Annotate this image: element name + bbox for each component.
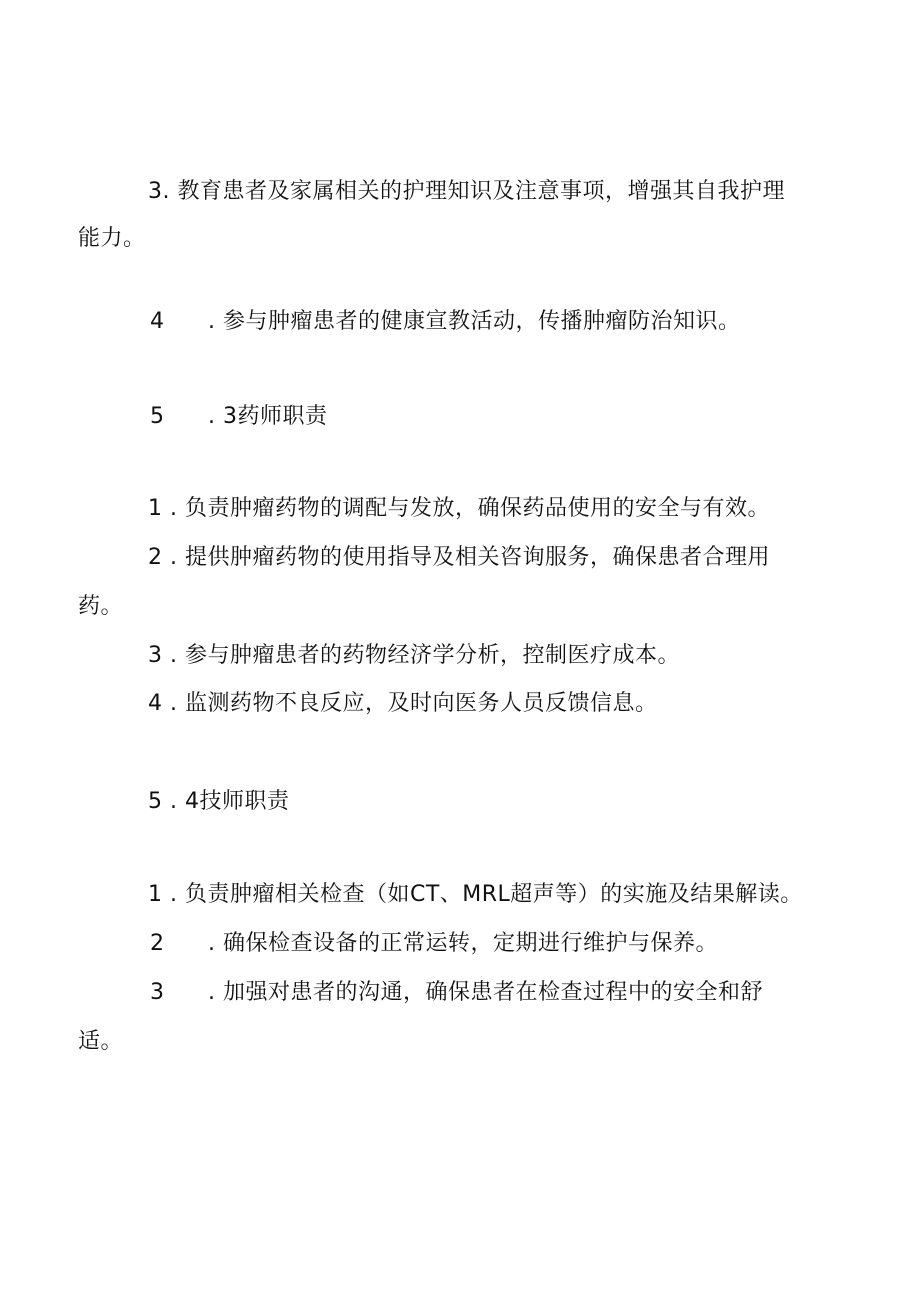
- pharmacist-item-4: 4 . 监测药物不良反应，及时向医务人员反馈信息。: [148, 691, 658, 716]
- pharmacist-item-3: 3 . 参与肿瘤患者的药物经济学分析，控制医疗成本。: [148, 643, 680, 668]
- nursing-item-4-number: 4: [150, 309, 164, 334]
- technician-item-2-text: . 确保检查设备的正常运转，定期进行维护与保养。: [208, 931, 718, 956]
- nursing-item-3-line2: 能力。: [78, 226, 146, 251]
- pharmacist-item-1: 1 . 负责肿瘤药物的调配与发放，确保药品使用的安全与有效。: [148, 496, 770, 521]
- pharmacist-item-2-line1: 2 . 提供肿瘤药物的使用指导及相关咨询服务，确保患者合理用: [148, 545, 770, 570]
- pharmacist-heading: . 3药师职责: [208, 404, 328, 429]
- technician-item-3-line1: . 加强对患者的沟通，确保患者在检查过程中的安全和舒: [208, 980, 763, 1005]
- technician-item-3-number: 3: [150, 980, 164, 1005]
- technician-item-3-line2: 适。: [78, 1029, 124, 1054]
- technician-item-1: 1 . 负责肿瘤相关检查（如CT、MRL超声等）的实施及结果解读。: [148, 882, 803, 907]
- nursing-item-3-line1: 3. 教育患者及家属相关的护理知识及注意事项，增强其自我护理: [148, 179, 785, 204]
- technician-item-2-number: 2: [150, 931, 164, 956]
- pharmacist-item-2-line2: 药。: [78, 594, 124, 619]
- pharmacist-heading-number: 5: [150, 404, 164, 429]
- technician-heading: 5 . 4技师职责: [148, 789, 290, 814]
- nursing-item-4-text: . 参与肿瘤患者的健康宣教活动，传播肿瘤防治知识。: [208, 309, 741, 334]
